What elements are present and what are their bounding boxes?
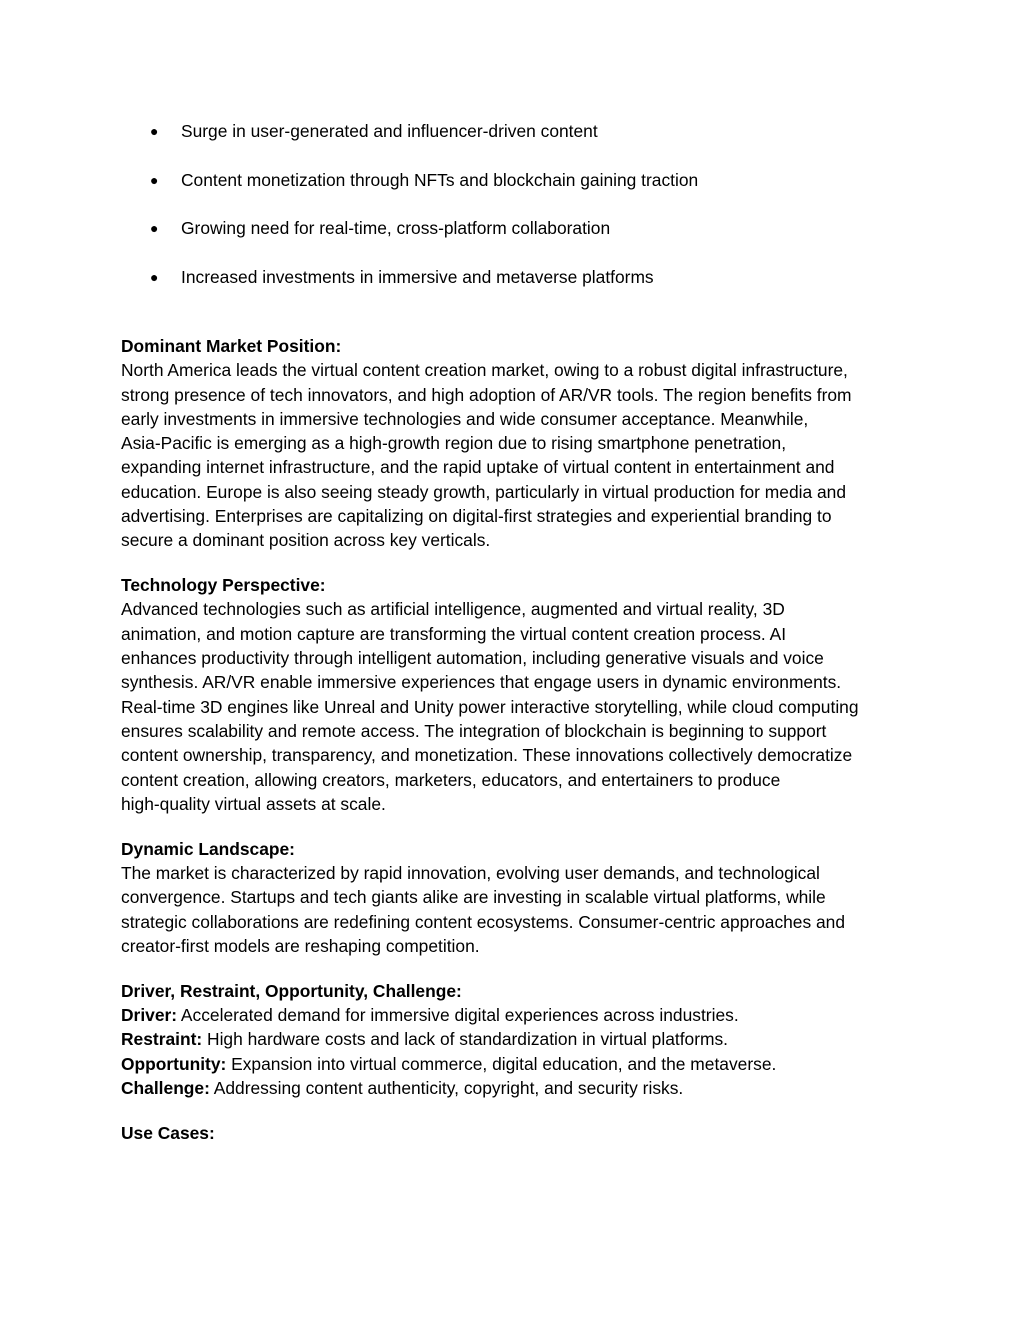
paragraph-line: North America leads the virtual content creation market, owing to a robust digital infrastructure, bbox=[121, 360, 848, 381]
bullet-icon: ● bbox=[150, 269, 159, 286]
bullet-text: Growing need for real-time, cross-platform collaboration bbox=[181, 218, 611, 239]
use-cases-section bbox=[121, 1121, 921, 1145]
section-heading: Dynamic Landscape: bbox=[121, 838, 295, 859]
bullet-icon: ● bbox=[150, 220, 159, 237]
section-heading: Dominant Market Position: bbox=[121, 336, 342, 356]
paragraph-line: high-quality virtual assets at scale. bbox=[121, 793, 386, 814]
restraint-text: High hardware costs and lack of standardization in virtual platforms. bbox=[202, 1029, 729, 1050]
challenge-label: Challenge: bbox=[121, 1077, 210, 1098]
paragraph-line: content ownership, transparency, and monetization. These innovations collectively democratize bbox=[121, 745, 853, 766]
paragraph-line: animation, and motion capture are transforming the virtual content creation process. AI bbox=[121, 623, 787, 644]
bullet-text: Surge in user-generated and influencer-driven content bbox=[181, 121, 598, 141]
paragraph-line: ensures scalability and remote access. The integration of blockchain is beginning to support bbox=[121, 720, 827, 741]
section-paragraph bbox=[121, 597, 921, 816]
paragraph-line: enhances productivity through intelligent automation, including generative visuals and voice bbox=[121, 648, 824, 669]
document-body bbox=[121, 334, 921, 1165]
section-paragraph bbox=[121, 861, 921, 958]
paragraph-line: advertising. Enterprises are capitalizing on digital-first strategies and experiential branding to bbox=[121, 506, 832, 527]
bullet-icon: ● bbox=[150, 171, 159, 188]
paragraph-line: convergence. Startups and tech giants alike are investing in scalable virtual platforms, while bbox=[121, 887, 826, 908]
driver-text: Accelerated demand for immersive digital experiences across industries. bbox=[177, 1004, 739, 1025]
challenge-text: Addressing content authenticity, copyright, and security risks. bbox=[209, 1077, 684, 1098]
bullet-text: Content monetization through NFTs and blockchain gaining traction bbox=[181, 169, 699, 190]
paragraph-line: secure a dominant position across key verticals. bbox=[121, 530, 491, 551]
section-heading: Driver, Restraint, Opportunity, Challenge: bbox=[121, 980, 462, 1001]
challenge-line bbox=[121, 1076, 921, 1100]
paragraph-line: content creation, allowing creators, marketers, educators, and entertainers to produce bbox=[121, 769, 781, 790]
opportunity-line bbox=[121, 1052, 921, 1076]
paragraph-line: The market is characterized by rapid innovation, evolving user demands, and technological bbox=[121, 862, 820, 883]
paragraph-line: early investments in immersive technologies and wide consumer acceptance. Meanwhile, bbox=[121, 408, 809, 429]
driver-line bbox=[121, 1003, 921, 1027]
paragraph-line: creator-first models are reshaping competition. bbox=[121, 935, 480, 956]
dynamic-landscape-section bbox=[121, 837, 921, 958]
restraint-line bbox=[121, 1027, 921, 1051]
driver-label: Driver: bbox=[121, 1004, 178, 1025]
paragraph-line: Real-time 3D engines like Unreal and Unity power interactive storytelling, while cloud computing bbox=[121, 696, 859, 717]
section-heading: Use Cases: bbox=[121, 1122, 215, 1143]
bullet-icon: ● bbox=[150, 123, 159, 139]
paragraph-line: expanding internet infrastructure, and the rapid uptake of virtual content in entertainment and bbox=[121, 457, 835, 478]
opportunity-text: Expansion into virtual commerce, digital education, and the metaverse. bbox=[226, 1053, 777, 1074]
paragraph-line: education. Europe is also seeing steady growth, particularly in virtual production for media and bbox=[121, 481, 847, 502]
section-paragraph bbox=[121, 358, 921, 552]
paragraph-line: strong presence of tech innovators, and high adoption of AR/VR tools. The region benefits from bbox=[121, 384, 852, 405]
paragraph-line: Advanced technologies such as artificial intelligence, augmented and virtual reality, 3D bbox=[121, 599, 785, 620]
restraint-label: Restraint: bbox=[121, 1029, 203, 1050]
dominant-market-section bbox=[121, 334, 921, 553]
section-heading: Technology Perspective: bbox=[121, 575, 326, 596]
technology-section bbox=[121, 573, 921, 816]
bullet-text: Increased investments in immersive and metaverse platforms bbox=[181, 267, 654, 288]
paragraph-line: Asia-Pacific is emerging as a high-growth region due to rising smartphone penetration, bbox=[121, 433, 787, 454]
opportunity-label: Opportunity: bbox=[121, 1053, 227, 1074]
paragraph-line: synthesis. AR/VR enable immersive experiences that engage users in dynamic environments. bbox=[121, 672, 842, 693]
droc-section bbox=[121, 979, 921, 1100]
paragraph-line: strategic collaborations are redefining content ecosystems. Consumer-centric approaches and bbox=[121, 911, 846, 932]
